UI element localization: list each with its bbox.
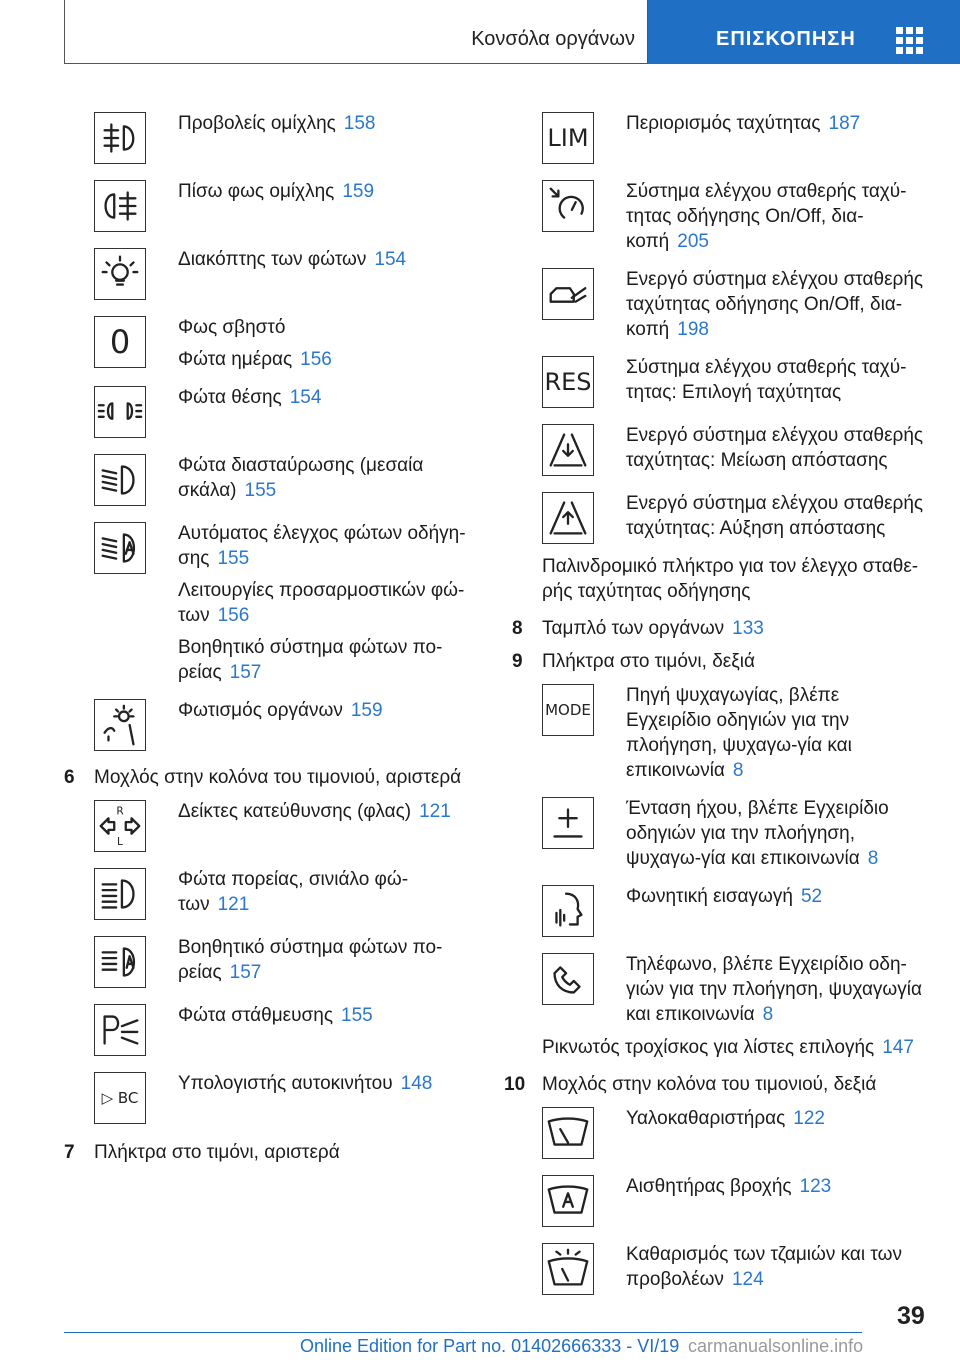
item-text [626, 490, 928, 541]
left-column [60, 110, 470, 1173]
list-item [508, 266, 928, 342]
page-link[interactable]: 158 [343, 113, 376, 134]
item-line [178, 935, 470, 985]
front-fog-light-icon [94, 112, 146, 164]
footer-divider [64, 1332, 862, 1333]
item-line [626, 491, 928, 541]
item-line [178, 315, 470, 340]
item-line [178, 521, 470, 571]
voice-control-icon [542, 885, 594, 937]
light-switch-icon [94, 248, 146, 300]
item-text [178, 110, 470, 136]
page-link[interactable]: 155 [217, 548, 250, 569]
item-text [626, 795, 928, 871]
page-link[interactable]: 122 [793, 1108, 825, 1129]
page-link[interactable]: 156 [217, 605, 250, 626]
list-item [60, 246, 470, 302]
item-line [626, 1174, 928, 1199]
instrument-lighting-icon [94, 699, 146, 751]
page-link[interactable]: 187 [828, 113, 861, 134]
page-link[interactable]: 52 [800, 886, 823, 907]
item-text [178, 246, 470, 272]
section-6 [60, 765, 470, 790]
item-line [626, 1242, 928, 1292]
svg-text:R: R [116, 805, 124, 818]
item-line [626, 179, 928, 254]
item-label: Διακόπτης των φώτων [178, 249, 367, 270]
turn-signal-icon [94, 800, 146, 852]
page-link[interactable]: 159 [350, 700, 383, 721]
item-text [626, 354, 928, 405]
page-link[interactable]: 8 [732, 760, 744, 781]
page-link[interactable]: 121 [419, 801, 451, 822]
item-line [178, 179, 470, 204]
list-item [60, 178, 470, 234]
item-text [178, 798, 470, 824]
section-10 [504, 1072, 928, 1097]
list-item [508, 1173, 928, 1229]
item-line [178, 347, 470, 372]
item-label: Φώτα πορείας, σινιάλο φώ-των [178, 869, 409, 915]
section-9 [508, 649, 928, 674]
item-label: Πηγή ψυχαγωγίας, βλέπε Εγχειρίδιο οδηγιών για την πλοήγηση, ψυχαγω-γία και επικοινωνία [626, 685, 852, 781]
item-label: Φως σβηστό [178, 317, 286, 338]
item-text [626, 1173, 928, 1199]
list-item [60, 314, 470, 372]
item-line [178, 1003, 470, 1028]
item-text [178, 520, 470, 685]
item-text [178, 1070, 470, 1096]
item-label: Βοηθητικό σύστημα φώτων πο-ρείας [178, 937, 443, 983]
page-link[interactable]: 154 [289, 387, 322, 408]
item-label: Φώτα διασταύρωσης (μεσαία σκάλα) [178, 455, 424, 501]
section-text: Πλήκτρα στο τιμόνι, δεξιά [542, 651, 755, 672]
section-number: 10 [504, 1074, 526, 1095]
item-label: Πίσω φως ομίχλης [178, 181, 335, 202]
page-link[interactable]: 155 [244, 480, 277, 501]
list-item [508, 682, 928, 783]
item-text [626, 883, 928, 909]
resume-icon [542, 356, 594, 408]
item-line [178, 453, 470, 503]
active-cruise-control-icon [542, 268, 594, 320]
list-item [508, 1241, 928, 1297]
page-link[interactable]: 198 [677, 319, 709, 340]
item-label: Υπολογιστής αυτοκινήτου [178, 1073, 393, 1094]
item-text [178, 452, 470, 503]
item-label: Προβολείς ομίχλης [178, 113, 336, 134]
svg-text:L: L [117, 836, 123, 849]
page-link[interactable]: 147 [882, 1037, 914, 1058]
section-number: 7 [64, 1142, 75, 1163]
item-line [178, 698, 470, 723]
list-item [60, 934, 470, 990]
icon-label: ▷ BC [101, 1089, 139, 1107]
item-text [178, 866, 470, 917]
increase-distance-icon [542, 492, 594, 544]
page-link[interactable]: 205 [677, 231, 709, 252]
item-line [178, 111, 470, 136]
item-text [626, 682, 928, 783]
decrease-distance-icon [542, 424, 594, 476]
icon-label: 0 [109, 323, 131, 361]
parking-lights-icon [94, 386, 146, 438]
item-text [626, 422, 928, 473]
page-link[interactable]: 8 [762, 1004, 774, 1025]
item-label: Αυτόματος έλεγχος φώτων οδήγη-σης [178, 523, 466, 569]
list-item [60, 866, 470, 922]
item-label: Ενεργό σύστημα ελέγχου σταθερής ταχύτητας: Αύξηση απόστασης [626, 493, 924, 539]
section-number: 6 [64, 767, 75, 788]
grid-icon [896, 27, 923, 54]
high-beam-icon [94, 868, 146, 920]
item-label: Φώτα στάθμευσης [178, 1005, 333, 1026]
list-item [508, 178, 928, 254]
item-label: Φώτα θέσης [178, 387, 282, 408]
rear-fog-light-icon [94, 180, 146, 232]
rain-sensor-icon [542, 1175, 594, 1227]
item-line [178, 385, 470, 410]
page-link[interactable]: 156 [300, 349, 332, 370]
item-text [626, 1241, 928, 1292]
overview-tab-label: ΕΠΙΣΚΟΠΗΣΗ [716, 28, 856, 50]
item-text [178, 697, 470, 723]
list-item [60, 384, 470, 440]
page-link[interactable]: 148 [400, 1073, 433, 1094]
item-line [626, 423, 928, 473]
item-text [178, 384, 470, 410]
list-item [60, 1002, 470, 1058]
page-link[interactable]: 123 [799, 1176, 832, 1197]
item-text [626, 178, 928, 254]
item-label: Ενεργό σύστημα ελέγχου σταθερής ταχύτητας: Μείωση απόστασης [626, 425, 924, 471]
item-text [178, 314, 470, 372]
high-beam-assist-icon [94, 936, 146, 988]
item-label: Δείκτες κατεύθυνσης (φλας) [178, 801, 412, 822]
list-item [508, 795, 928, 871]
list-item [60, 452, 470, 508]
list-item [60, 520, 470, 685]
item-text [626, 266, 928, 342]
item-line [626, 1106, 928, 1131]
speed-limiter-icon [542, 112, 594, 164]
item-label: Σύστημα ελέγχου σταθερής ταχύ-τητας: Επιλογή ταχύτητας [626, 357, 907, 403]
icon-label: LIM [547, 124, 589, 152]
list-item [508, 422, 928, 478]
page-link[interactable]: 8 [867, 848, 879, 869]
section-title: Κονσόλα οργάνων [471, 28, 635, 50]
low-beam-icon [94, 454, 146, 506]
watermark: carmanualsonline.info [688, 1336, 864, 1356]
cruise-control-icon [542, 180, 594, 232]
page-link[interactable]: 157 [229, 962, 262, 983]
list-item [508, 490, 928, 546]
section-text: Πλήκτρα στο τιμόνι, αριστερά [94, 1142, 340, 1163]
item-line [626, 884, 928, 909]
item-label: Τηλέφωνο, βλέπε Εγχειρίδιο οδη-γιών για την πλοήγηση, ψυχαγωγία και επικοινωνία [626, 954, 922, 1025]
item-label: Υαλοκαθαριστήρας [626, 1108, 786, 1129]
list-item [60, 1070, 470, 1126]
page-link[interactable]: 159 [342, 181, 375, 202]
rocker-switch-text: Παλινδρομικό πλήκτρο για τον έλεγχο σταθε-ρής ταχύτητας οδήγησης [542, 556, 919, 602]
item-label: Αισθητήρας βροχής [626, 1176, 792, 1197]
page-link[interactable]: 157 [229, 662, 262, 683]
item-label: Φώτα ημέρας [178, 349, 293, 370]
section-text: Μοχλός στην κολόνα του τιμονιού, αριστερά [94, 767, 462, 788]
item-label: Βοηθητικό σύστημα φώτων πο-ρείας [178, 637, 443, 683]
item-line [178, 578, 470, 628]
item-label: Σύστημα ελέγχου σταθερής ταχύ-τητας οδήγησης On/Off, δια-κοπή [626, 181, 907, 252]
item-line [626, 952, 928, 1027]
section-8 [508, 616, 928, 641]
item-line [178, 247, 470, 272]
section-number: 9 [512, 651, 523, 672]
overview-tab[interactable] [648, 0, 960, 64]
item-text [626, 110, 928, 136]
list-item [508, 883, 928, 939]
item-line [626, 111, 928, 136]
phone-icon [542, 953, 594, 1005]
auto-headlight-icon [94, 522, 146, 574]
section-number: 8 [512, 618, 523, 639]
parking-light-icon [94, 1004, 146, 1056]
mode-icon [542, 684, 594, 736]
icon-label: RES [544, 368, 592, 396]
section-text: Μοχλός στην κολόνα του τιμονιού, δεξιά [542, 1074, 877, 1095]
item-text [626, 1105, 928, 1131]
item-label: Λειτουργίες προσαρμοστικών φώ-των [178, 580, 465, 626]
right-column [504, 110, 928, 1309]
page-link[interactable]: 155 [341, 1005, 373, 1026]
item-line [626, 796, 928, 871]
list-item [60, 798, 470, 854]
item-label: Ένταση ήχου, βλέπε Εγχειρίδιο οδηγιών για την πλοήγηση, ψυχαγω-γία και επικοινωνία [626, 798, 889, 869]
item-line [178, 867, 470, 917]
icon-label: MODE [545, 701, 591, 719]
item-text [178, 178, 470, 204]
item-line [626, 683, 928, 783]
list-item [508, 110, 928, 166]
item-line [178, 635, 470, 685]
item-text [178, 1002, 470, 1028]
thumbwheel-text: Ρικνωτός τροχίσκος για λίστες επιλογής 147 [542, 1037, 914, 1058]
section-7 [60, 1140, 470, 1165]
page-link[interactable]: 133 [732, 618, 764, 639]
washer-icon [542, 1243, 594, 1295]
item-label: Φωνητική εισαγωγή [626, 886, 793, 907]
list-item [60, 110, 470, 166]
page-link[interactable]: 121 [217, 894, 250, 915]
bc-icon [94, 1072, 146, 1124]
item-line [626, 267, 928, 342]
list-item [508, 354, 928, 410]
volume-icon [542, 797, 594, 849]
item-label: Περιορισμός ταχύτητας [626, 113, 821, 134]
list-item [508, 1105, 928, 1161]
item-label: Καθαρισμός των τζαμιών και των προβολέων [626, 1244, 902, 1290]
list-item [508, 951, 928, 1027]
page-link[interactable]: 154 [374, 249, 407, 270]
section-text: Ταμπλό των οργάνων [542, 618, 725, 639]
item-label: Φωτισμός οργάνων [178, 700, 343, 721]
header-box [64, 0, 648, 64]
page-number: 39 [897, 1302, 925, 1330]
item-label: Ενεργό σύστημα ελέγχου σταθερής ταχύτητας οδήγησης On/Off, δια-κοπή [626, 269, 924, 340]
item-line [178, 1071, 470, 1096]
wiper-icon [542, 1107, 594, 1159]
list-item [60, 697, 470, 753]
lights-off-icon [94, 316, 146, 368]
edition-text: Online Edition for Part no. 01402666333 - VI/19 [300, 1336, 680, 1356]
item-text [626, 951, 928, 1027]
item-line [178, 799, 470, 824]
item-text [178, 934, 470, 985]
item-line [626, 355, 928, 405]
page-link[interactable]: 124 [731, 1269, 764, 1290]
